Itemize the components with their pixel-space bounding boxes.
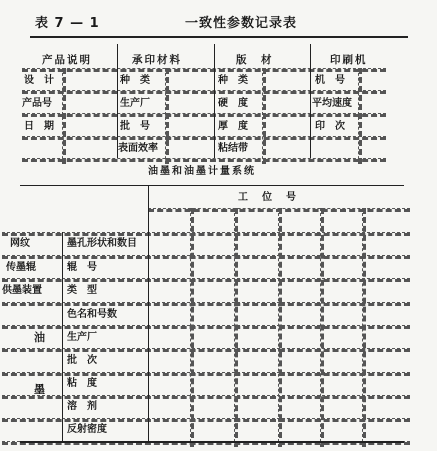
table-number: 表 7 — 1 (35, 16, 100, 31)
table-rule (320, 208, 324, 447)
label-print-run: 印 次 (315, 121, 345, 132)
label-manufacturer: 生产厂 (120, 98, 150, 109)
table-rule (22, 68, 386, 72)
table-rule (165, 68, 169, 164)
table-rule (22, 90, 386, 94)
table-rule (2, 348, 410, 352)
item-solvent: 溶 剂 (67, 401, 97, 412)
group-anilox: 网纹 (10, 238, 30, 249)
group-ink-roller: 传墨辊 (6, 262, 36, 273)
header-product-description: 产品说明 (42, 54, 92, 66)
table-rule (117, 44, 118, 158)
label-hardness: 硬 度 (218, 98, 248, 109)
item-type: 类 型 (67, 285, 97, 296)
table-bottom-rule (20, 441, 404, 443)
table-rule (20, 185, 404, 186)
table-rule (2, 302, 410, 306)
table-rule (234, 208, 238, 447)
table-rule (2, 278, 410, 282)
table-rule (2, 395, 410, 399)
group-ink-supply: 供墨装置 (2, 285, 42, 296)
table-rule (362, 208, 366, 447)
table-rule (22, 158, 386, 162)
table-rule (22, 136, 386, 140)
item-ink-batch: 批 次 (67, 355, 97, 366)
table-rule (278, 208, 282, 447)
label-surface-efficiency: 表面效率 (118, 143, 158, 154)
table-rule (358, 68, 362, 164)
ink-group-label-1: 油 (34, 331, 45, 344)
item-color-name: 色名和号数 (67, 309, 117, 320)
table-rule (2, 325, 410, 329)
item-ink-manufacturer: 生产厂 (67, 332, 97, 343)
item-cell-shape: 墨孔形状和数目 (67, 238, 137, 249)
ink-system-title: 油墨和油墨计量系统 (148, 166, 256, 177)
table-rule (310, 44, 311, 158)
label-substrate-type: 种 类 (120, 75, 150, 86)
page-title: 一致性参数记录表 (185, 16, 298, 31)
table-rule (62, 68, 66, 164)
station-number-label: 工 位 号 (238, 192, 298, 203)
table-rule (214, 44, 215, 158)
label-design: 设 计 (24, 75, 54, 86)
table-rule (262, 68, 266, 164)
header-plate: 版 材 (236, 54, 274, 66)
table-rule (2, 232, 410, 236)
label-thickness: 厚 度 (218, 121, 248, 132)
table-rule (2, 255, 410, 259)
header-press: 印刷机 (330, 54, 368, 66)
table-rule (148, 185, 149, 441)
table-rule (2, 418, 410, 422)
table-rule (62, 232, 63, 441)
table-rule (22, 113, 386, 117)
item-viscosity: 粘 度 (67, 378, 97, 389)
label-average-speed: 平均速度 (312, 98, 352, 109)
label-press-number: 机 号 (315, 75, 345, 86)
table-top-rule (30, 36, 408, 38)
table-rule (190, 208, 194, 447)
item-reflection-density: 反射密度 (67, 424, 107, 435)
label-date: 日 期 (24, 121, 54, 132)
label-plate-type: 种 类 (218, 75, 248, 86)
ink-group-label-2: 墨 (34, 383, 45, 396)
label-batch-number: 批 号 (120, 121, 150, 132)
item-roller-number: 辊 号 (67, 262, 97, 273)
table-rule (2, 372, 410, 376)
label-product-number: 产品号 (22, 98, 52, 109)
label-mounting-tape: 粘结带 (218, 143, 248, 154)
header-substrate: 承印材料 (132, 54, 182, 66)
